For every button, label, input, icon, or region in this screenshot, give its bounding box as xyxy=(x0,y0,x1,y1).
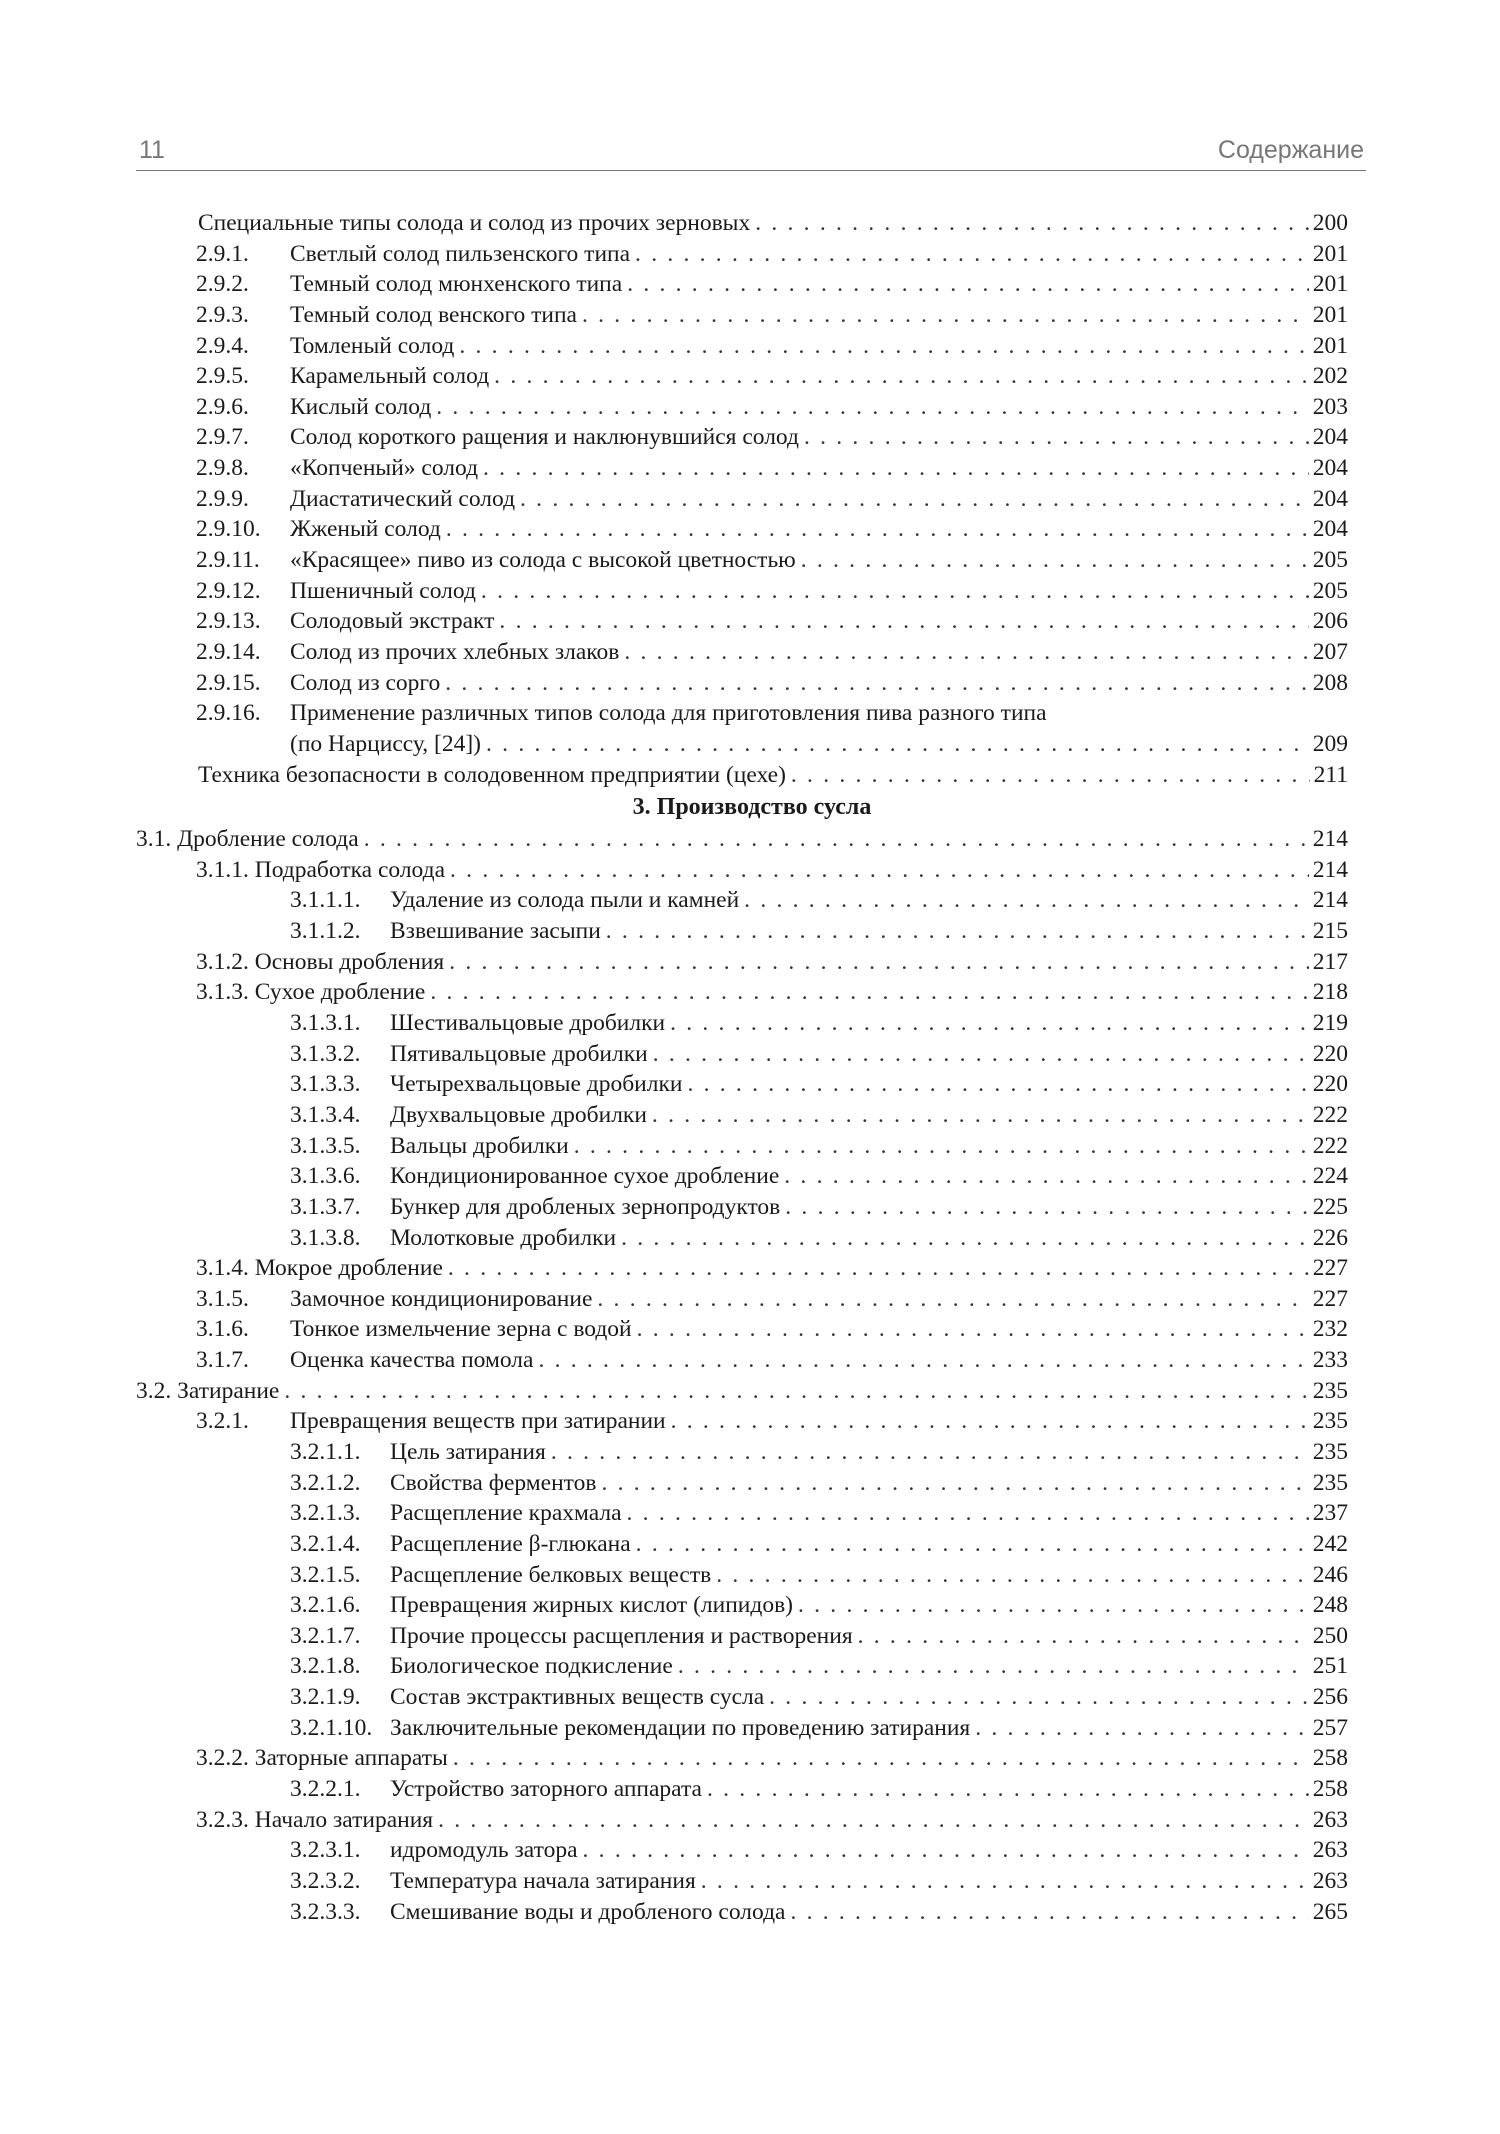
toc-entry[interactable] xyxy=(136,824,1348,855)
toc-entry-page: 257 xyxy=(1312,1714,1348,1741)
toc-entry-title: Двухвальцовые дробилки xyxy=(390,1101,647,1128)
toc-entry-title: 3.1. Дробление солода xyxy=(136,826,359,853)
toc-entry[interactable] xyxy=(136,1284,1348,1315)
page-number: 11 xyxy=(139,136,165,164)
toc-entry[interactable] xyxy=(136,637,1348,668)
toc-entry-number: 3.1.3.6. xyxy=(290,1163,361,1190)
toc-entry-page: 235 xyxy=(1312,1408,1348,1435)
page-header xyxy=(136,136,1366,171)
toc-entry-title: Пятивальцовые дробилки xyxy=(390,1040,648,1067)
dot-leader xyxy=(448,1253,1309,1284)
toc-entry[interactable] xyxy=(136,1713,1348,1744)
toc-entry-page: 201 xyxy=(1312,271,1348,298)
toc-entry-title: Применение различных типов солода для приготовления пива разного типа xyxy=(290,700,1047,727)
toc-entry[interactable] xyxy=(136,1897,1348,1928)
toc-entry-page: 242 xyxy=(1312,1530,1348,1557)
toc-entry-page: 214 xyxy=(1312,856,1348,883)
dot-leader xyxy=(450,855,1309,886)
toc-entry-number: 3.2.1.9. xyxy=(290,1684,361,1711)
toc-entry-page: 220 xyxy=(1312,1071,1348,1098)
dot-leader xyxy=(637,1314,1309,1345)
toc-entry-number: 2.9.7. xyxy=(196,424,249,451)
toc-entry-title: Превращения жирных кислот (липидов) xyxy=(390,1592,793,1619)
dot-leader xyxy=(769,1682,1309,1713)
toc-entry-number: 2.9.5. xyxy=(196,363,249,390)
toc-entry-number: 3.2.3.3. xyxy=(290,1898,361,1925)
dot-leader xyxy=(483,453,1309,484)
toc-entry[interactable] xyxy=(136,1253,1348,1284)
toc-entry[interactable] xyxy=(136,1621,1348,1652)
toc-entry-title: Температура начала затирания xyxy=(390,1867,696,1894)
dot-leader xyxy=(481,576,1309,607)
dot-leader xyxy=(459,331,1308,362)
toc-entry-title: Устройство заторного аппарата xyxy=(390,1776,702,1803)
dot-leader xyxy=(436,392,1308,423)
toc-entry-page: 211 xyxy=(1313,761,1348,788)
dot-leader xyxy=(494,361,1309,392)
toc-entry-number: 2.9.11. xyxy=(196,547,260,574)
dot-leader xyxy=(744,885,1309,916)
toc-entry[interactable] xyxy=(136,1192,1348,1223)
toc-entry-page: 220 xyxy=(1312,1040,1348,1067)
toc-entry[interactable] xyxy=(136,422,1348,453)
toc-entry[interactable] xyxy=(136,1314,1348,1345)
toc-entry-title: Специальные типы солода и солод из прочих зерновых xyxy=(198,210,751,236)
toc-entry-page: 265 xyxy=(1312,1898,1348,1925)
dot-leader xyxy=(627,1498,1309,1529)
dot-leader xyxy=(670,1008,1309,1039)
toc-entry-page: 235 xyxy=(1312,1469,1348,1496)
toc-entry-page: 256 xyxy=(1312,1684,1348,1711)
toc-entry-page: 263 xyxy=(1312,1867,1348,1894)
toc-entry-page: 258 xyxy=(1312,1776,1348,1803)
toc-entry[interactable] xyxy=(136,1743,1348,1774)
dot-leader xyxy=(801,545,1309,576)
toc-entry-title: Кислый солод xyxy=(290,393,432,420)
toc-entry-number: 2.9.15. xyxy=(196,669,261,696)
toc-entry-page: 235 xyxy=(1312,1438,1348,1465)
toc-entry-number: 2.9.16. xyxy=(196,700,261,727)
toc-entry-title: Бункер для дробленых зернопродуктов xyxy=(390,1193,781,1220)
toc-entry-number: 3.2.3.1. xyxy=(290,1837,361,1864)
toc-entry-title: 3.1.2. Основы дробления xyxy=(196,948,445,975)
dot-leader xyxy=(652,1100,1309,1131)
toc-entry-title: 3.2. Затирание xyxy=(136,1377,280,1404)
dot-leader xyxy=(755,208,1309,239)
dot-leader xyxy=(784,1161,1308,1192)
toc-entry-number: 2.9.8. xyxy=(196,455,249,482)
toc-entry-title: Карамельный солод xyxy=(290,363,490,390)
toc-entry[interactable] xyxy=(136,1468,1348,1499)
toc-entry[interactable] xyxy=(136,947,1348,978)
toc-entry-page: 248 xyxy=(1312,1592,1348,1619)
dot-leader xyxy=(582,300,1309,331)
toc-entry-page: 201 xyxy=(1312,332,1348,359)
toc-entry-title: Заключительные рекомендации по проведению затирания xyxy=(390,1714,971,1741)
toc-entry-title: 3.1.4. Мокрое дробление xyxy=(196,1255,443,1282)
toc-entry-number: 3.2.1.2. xyxy=(290,1469,361,1496)
dot-leader xyxy=(804,422,1309,453)
dot-leader xyxy=(520,484,1309,515)
toc-entry[interactable] xyxy=(136,698,1348,729)
toc-entry[interactable] xyxy=(136,1560,1348,1591)
dot-leader xyxy=(687,1069,1308,1100)
dot-leader xyxy=(791,760,1310,791)
toc-entry[interactable] xyxy=(136,1529,1348,1560)
toc-entry-title: Светлый солод пильзенского типа xyxy=(290,240,631,267)
toc-entry-page: 219 xyxy=(1312,1010,1348,1037)
dot-leader xyxy=(449,947,1309,978)
toc-entry-title: Тонкое измельчение зерна с водой xyxy=(290,1316,632,1343)
toc-entry[interactable] xyxy=(136,1345,1348,1376)
toc-entry-title: 3.2.3. Начало затирания xyxy=(196,1806,434,1833)
toc-entry-title: Замочное кондиционирование xyxy=(290,1285,593,1312)
dot-leader xyxy=(627,269,1309,300)
toc-entry-number: 3.2.2.1. xyxy=(290,1776,361,1803)
toc-entry-number: 2.9.1. xyxy=(196,240,249,267)
toc-entry-title: 3.1.1. Подработка солода xyxy=(196,856,446,883)
toc-entry-number: 2.9.4. xyxy=(196,332,249,359)
toc-entry[interactable] xyxy=(136,269,1348,300)
toc-entry-page: 226 xyxy=(1312,1224,1348,1251)
toc-entry-title: Свойства ферментов xyxy=(390,1469,597,1496)
toc-entry-number: 3.1.3.8. xyxy=(290,1224,361,1251)
toc-entry[interactable] xyxy=(136,576,1348,607)
toc-entry-page: 235 xyxy=(1312,1377,1348,1404)
dot-leader xyxy=(364,824,1309,855)
dot-leader xyxy=(798,1590,1309,1621)
dot-leader xyxy=(499,606,1308,637)
toc-entry[interactable] xyxy=(136,1805,1348,1836)
toc-entry-number: 3.1.6. xyxy=(196,1316,249,1343)
toc-entry-page: 207 xyxy=(1312,638,1348,665)
toc-entry-title: Солод из сорго xyxy=(290,669,441,696)
toc-entry-page: 205 xyxy=(1312,577,1348,604)
running-title: Содержание xyxy=(1217,136,1364,164)
toc-entry-title: (по Нарциссу, [24]) xyxy=(290,730,482,757)
toc-entry-page: 201 xyxy=(1312,301,1348,328)
toc-entry-page: 233 xyxy=(1312,1347,1348,1374)
dot-leader xyxy=(707,1774,1309,1805)
toc-entry-page: 201 xyxy=(1312,240,1348,267)
toc-entry-number: 3.1.3.5. xyxy=(290,1132,361,1159)
toc-entry-page: 208 xyxy=(1312,669,1348,696)
toc-entry-number: 2.9.13. xyxy=(196,608,261,635)
toc-entry[interactable] xyxy=(136,1682,1348,1713)
toc-entry-page: 218 xyxy=(1312,979,1348,1006)
toc-entry-page: 205 xyxy=(1312,547,1348,574)
toc-entry-page: 263 xyxy=(1312,1806,1348,1833)
dot-leader xyxy=(790,1897,1308,1928)
toc-entry-number: 3.2.3.2. xyxy=(290,1867,361,1894)
toc-entry-page: 237 xyxy=(1312,1500,1348,1527)
toc-entry-title: Превращения веществ при затирании xyxy=(290,1408,666,1435)
toc-entry-title: Оценка качества помола xyxy=(290,1347,534,1374)
toc-entry-title: Кондиционированное сухое дробление xyxy=(390,1163,780,1190)
toc-entry-number: 3.2.1.1. xyxy=(290,1438,361,1465)
toc-entry[interactable] xyxy=(136,916,1348,947)
toc-entry-title: Молотковые дробилки xyxy=(390,1224,617,1251)
toc-entry[interactable] xyxy=(136,361,1348,392)
dot-leader xyxy=(453,1743,1309,1774)
toc-entry-page: 204 xyxy=(1312,424,1348,451)
toc-entry-page: 263 xyxy=(1312,1837,1348,1864)
toc-entry-title: Томленый солод xyxy=(290,332,455,359)
toc-entry-title: Четырехвальцовые дробилки xyxy=(390,1071,683,1098)
toc-entry-title: Шестивальцовые дробилки xyxy=(390,1010,666,1037)
toc-entry-title: «Копченый» солод xyxy=(290,455,479,482)
toc-entry-number: 3.1.3.2. xyxy=(290,1040,361,1067)
toc-entry-title: Солодовый экстракт xyxy=(290,608,495,635)
toc-entry-title: Вальцы дробилки xyxy=(390,1132,569,1159)
toc-entry-number: 3.1.1.1. xyxy=(290,887,361,914)
toc-entry-number: 3.1.3.7. xyxy=(290,1193,361,1220)
toc-entry-number: 3.2.1.10. xyxy=(290,1714,373,1741)
toc-entry[interactable] xyxy=(136,1835,1348,1866)
dot-leader xyxy=(701,1866,1309,1897)
toc-entry-page: 203 xyxy=(1312,393,1348,420)
toc-entry-title: Расщепление β-глюкана xyxy=(390,1530,631,1557)
toc-entry-page: 202 xyxy=(1312,363,1348,390)
dot-leader xyxy=(430,977,1308,1008)
dot-leader xyxy=(438,1805,1309,1836)
toc-entry-page: 227 xyxy=(1312,1285,1348,1312)
dot-leader xyxy=(624,637,1308,668)
dot-leader xyxy=(671,1406,1309,1437)
toc-entry-page: 217 xyxy=(1312,948,1348,975)
toc-entry-page: 227 xyxy=(1312,1255,1348,1282)
toc-entry[interactable] xyxy=(136,1376,1348,1407)
toc-entry[interactable] xyxy=(136,760,1348,791)
toc-entry-page: 232 xyxy=(1312,1316,1348,1343)
toc-entry-title: Диастатический солод xyxy=(290,485,516,512)
toc-entry[interactable] xyxy=(136,1008,1348,1039)
toc-entry-title: Состав экстрактивных веществ сусла xyxy=(390,1684,765,1711)
toc-entry[interactable] xyxy=(136,453,1348,484)
dot-leader xyxy=(975,1713,1309,1744)
toc-entry-number: 2.9.14. xyxy=(196,638,261,665)
toc-entry-title: Биологическое подкисление xyxy=(390,1653,673,1680)
toc-entry-page: 225 xyxy=(1312,1193,1348,1220)
toc-entry-number: 3.2.1. xyxy=(196,1408,249,1435)
toc-entry-title: «Красящее» пиво из солода с высокой цветностью xyxy=(290,547,796,574)
dot-leader xyxy=(606,916,1309,947)
toc-entry-number: 2.9.9. xyxy=(196,485,249,512)
toc-entry-number: 2.9.10. xyxy=(196,516,261,543)
toc-entry-title: Темный солод мюнхенского типа xyxy=(290,271,623,298)
toc-entry-page: 204 xyxy=(1312,485,1348,512)
toc-entry-page: 258 xyxy=(1312,1745,1348,1772)
toc-entry-number: 3.1.3.3. xyxy=(290,1071,361,1098)
toc-entry-number: 2.9.6. xyxy=(196,393,249,420)
toc-entry-page: 209 xyxy=(1312,730,1348,757)
toc-entry-number: 2.9.3. xyxy=(196,301,249,328)
toc-entry-number: 3.2.1.7. xyxy=(290,1622,361,1649)
toc-entry[interactable] xyxy=(136,1161,1348,1192)
toc-entry[interactable] xyxy=(136,1866,1348,1897)
toc-entry-title: 3.1.3. Сухое дробление xyxy=(196,979,426,1006)
dot-leader xyxy=(551,1437,1309,1468)
dot-leader xyxy=(601,1468,1308,1499)
toc-entry[interactable] xyxy=(136,1651,1348,1682)
dot-leader xyxy=(446,514,1309,545)
toc-entry-page: 224 xyxy=(1312,1163,1348,1190)
toc-entry[interactable] xyxy=(136,392,1348,423)
toc-entry-title: Солод из прочих хлебных злаков xyxy=(290,638,620,665)
toc-entry[interactable] xyxy=(136,1223,1348,1254)
toc-entry-page: 206 xyxy=(1312,608,1348,635)
toc-entry-title: Расщепление белковых веществ xyxy=(390,1561,712,1588)
toc-entry-title: Техника безопасности в солодовенном предприятии (цехе) xyxy=(198,761,786,788)
toc-entry-number: 3.2.1.3. xyxy=(290,1500,361,1527)
dot-leader xyxy=(486,729,1309,760)
toc-entry[interactable] xyxy=(136,239,1348,270)
chapter-heading: 3. Производство сусла xyxy=(632,794,872,821)
toc-entry[interactable] xyxy=(136,1131,1348,1162)
toc-entry[interactable] xyxy=(136,668,1348,699)
toc-entry-number: 3.1.5. xyxy=(196,1285,249,1312)
toc-entry-title: Расщепление крахмала xyxy=(390,1500,622,1527)
toc-entry-page: 204 xyxy=(1312,516,1348,543)
dot-leader xyxy=(785,1192,1308,1223)
toc-entry[interactable] xyxy=(136,208,1348,239)
toc-entry-number: 3.2.1.5. xyxy=(290,1561,361,1588)
toc-entry-number: 3.2.1.4. xyxy=(290,1530,361,1557)
toc-entry-title: Жженый солод xyxy=(290,516,441,543)
toc-entry-number: 3.2.1.8. xyxy=(290,1653,361,1680)
table-of-contents xyxy=(136,208,1348,1927)
toc-entry-page: 200 xyxy=(1312,210,1348,236)
toc-entry-page: 215 xyxy=(1312,918,1348,945)
toc-entry[interactable] xyxy=(136,1069,1348,1100)
dot-leader xyxy=(653,1039,1309,1070)
toc-entry[interactable] xyxy=(136,1590,1348,1621)
toc-entry-number: 3.2.1.6. xyxy=(290,1592,361,1619)
toc-entry[interactable] xyxy=(136,1100,1348,1131)
toc-entry[interactable] xyxy=(136,1774,1348,1805)
toc-entry-title: Смешивание воды и дробленого солода xyxy=(390,1898,786,1925)
dot-leader xyxy=(284,1376,1308,1407)
dot-leader xyxy=(678,1651,1309,1682)
toc-entry[interactable] xyxy=(136,855,1348,886)
dot-leader xyxy=(538,1345,1308,1376)
dot-leader xyxy=(636,1529,1309,1560)
toc-entry-number: 3.1.7. xyxy=(196,1347,249,1374)
toc-entry[interactable] xyxy=(136,1437,1348,1468)
dot-leader xyxy=(574,1131,1309,1162)
toc-entry-title: Темный солод венского типа xyxy=(290,301,577,328)
dot-leader xyxy=(583,1835,1309,1866)
toc-entry-title: Удаление из солода пыли и камней xyxy=(390,887,740,914)
toc-entry-number: 3.1.3.1. xyxy=(290,1010,361,1037)
toc-entry-title: Пшеничный солод xyxy=(290,577,476,604)
toc-entry[interactable] xyxy=(136,484,1348,515)
toc-entry-title: идромодуль затора xyxy=(390,1837,578,1864)
toc-entry[interactable] xyxy=(136,514,1348,545)
dot-leader xyxy=(445,668,1309,699)
dot-leader xyxy=(597,1284,1308,1315)
toc-entry-title: 3.2.2. Заторные аппараты xyxy=(196,1745,448,1772)
toc-entry-page: 246 xyxy=(1312,1561,1348,1588)
toc-entry[interactable] xyxy=(136,977,1348,1008)
toc-entry-number: 3.1.1.2. xyxy=(290,918,361,945)
dot-leader xyxy=(858,1621,1309,1652)
toc-entry-title: Цель затирания xyxy=(390,1438,546,1465)
dot-leader xyxy=(716,1560,1309,1591)
toc-entry-title: Солод короткого ращения и наклюнувшийся солод xyxy=(290,424,799,451)
toc-entry-number: 2.9.2. xyxy=(196,271,249,298)
toc-entry-number: 2.9.12. xyxy=(196,577,261,604)
dot-leader xyxy=(635,239,1309,270)
toc-entry[interactable] xyxy=(136,1406,1348,1437)
toc-entry[interactable] xyxy=(136,606,1348,637)
toc-entry-number: 3.1.3.4. xyxy=(290,1101,361,1128)
toc-entry[interactable] xyxy=(136,729,1348,760)
toc-entry-title: Взвешивание засыпи xyxy=(390,918,601,945)
toc-entry-page: 204 xyxy=(1312,455,1348,482)
toc-entry-page: 251 xyxy=(1312,1653,1348,1680)
dot-leader xyxy=(621,1223,1309,1254)
toc-entry-page: 222 xyxy=(1312,1101,1348,1128)
toc-entry[interactable] xyxy=(136,1039,1348,1070)
toc-entry-page: 214 xyxy=(1312,887,1348,914)
toc-entry[interactable] xyxy=(136,885,1348,916)
toc-entry[interactable] xyxy=(136,300,1348,331)
toc-entry-title: Прочие процессы расщепления и растворения xyxy=(390,1622,853,1649)
toc-entry-page: 250 xyxy=(1312,1622,1348,1649)
toc-entry-page: 214 xyxy=(1312,826,1348,853)
toc-entry[interactable] xyxy=(136,1498,1348,1529)
toc-entry[interactable] xyxy=(136,545,1348,576)
toc-entry-page: 222 xyxy=(1312,1132,1348,1159)
toc-entry[interactable] xyxy=(136,331,1348,362)
